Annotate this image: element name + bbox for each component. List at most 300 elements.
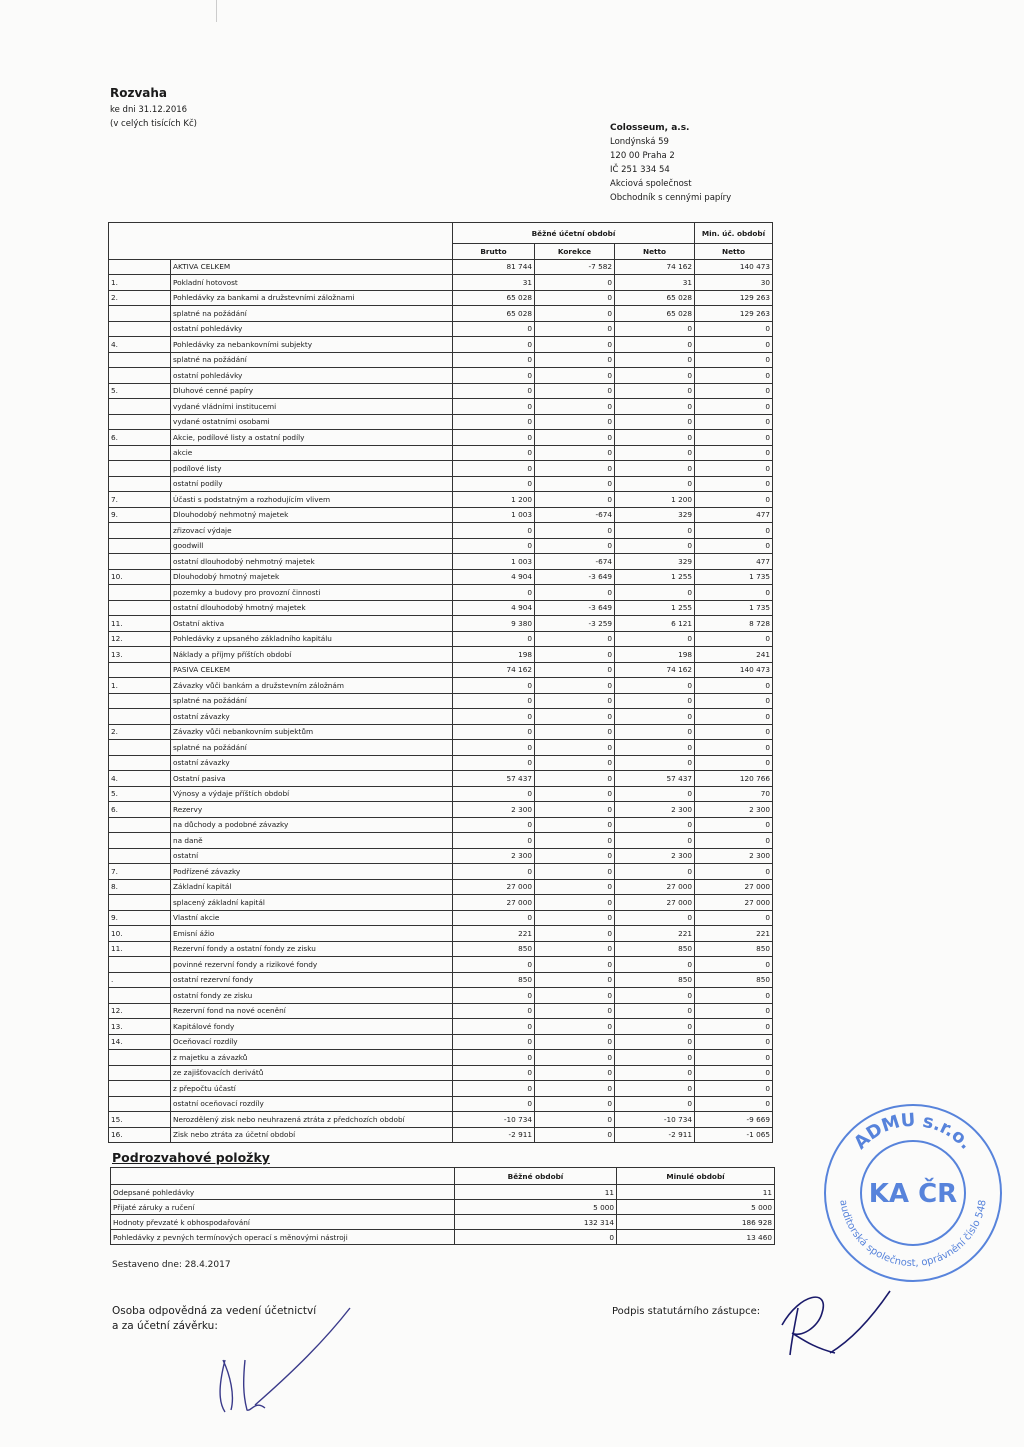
date-line: ke dni 31.12.2016 xyxy=(110,105,188,115)
row-label: zřizovací výdaje xyxy=(171,523,453,539)
row-label: pozemky a budovy pro provozní činnosti xyxy=(171,585,453,601)
row-number: 7. xyxy=(109,864,171,880)
table-row xyxy=(109,600,773,616)
row-number xyxy=(109,523,171,539)
cell-korekce: 0 xyxy=(535,802,615,818)
cell-brutto: -10 734 xyxy=(453,1112,535,1128)
cell-korekce: 0 xyxy=(535,926,615,942)
cell-prev-netto: 850 xyxy=(695,972,773,988)
cell-netto: 0 xyxy=(615,523,695,539)
cell-netto: 0 xyxy=(615,414,695,430)
row-label: ostatní dlouhodobý hmotný majetek xyxy=(171,600,453,616)
cell-korekce: 0 xyxy=(535,306,615,322)
cell-brutto: 0 xyxy=(453,988,535,1004)
cell-prev-netto: 129 263 xyxy=(695,290,773,306)
table-row xyxy=(109,678,773,694)
table-row xyxy=(109,259,773,275)
cell-brutto: 0 xyxy=(453,740,535,756)
cell-korekce: 0 xyxy=(535,476,615,492)
cell-korekce: 0 xyxy=(535,848,615,864)
cell-brutto: 0 xyxy=(453,957,535,973)
row-number: 2. xyxy=(109,290,171,306)
table-row xyxy=(109,476,773,492)
row-label: Pohledávky z upsaného základního kapitálu xyxy=(171,631,453,647)
row-number: 9. xyxy=(109,910,171,926)
row-label: ze zajišťovacích derivátů xyxy=(171,1065,453,1081)
cell-prev-netto: 477 xyxy=(695,554,773,570)
cell-prev-netto: 0 xyxy=(695,1050,773,1066)
table-row xyxy=(109,864,773,880)
cell-netto: 1 255 xyxy=(615,600,695,616)
table-row xyxy=(109,538,773,554)
cell-netto: 2 300 xyxy=(615,802,695,818)
header-previous-period: Min. úč. období xyxy=(695,223,773,244)
cell-brutto: 0 xyxy=(453,755,535,771)
table-row xyxy=(109,275,773,291)
row-label: ostatní podíly xyxy=(171,476,453,492)
row-label: goodwill xyxy=(171,538,453,554)
row-number xyxy=(109,1065,171,1081)
balance-sheet-table xyxy=(108,222,773,1143)
cell-korekce: 0 xyxy=(535,817,615,833)
row-label: akcie xyxy=(171,445,453,461)
table-row xyxy=(109,523,773,539)
table-row xyxy=(109,306,773,322)
header-current-period: Běžné účetní období xyxy=(453,223,695,244)
prepared-date: Sestaveno dne: 28.4.2017 xyxy=(112,1260,231,1270)
ob-previous: 11 xyxy=(617,1185,775,1200)
cell-korekce: -7 582 xyxy=(535,259,615,275)
table-row xyxy=(109,430,773,446)
row-label: Kapitálové fondy xyxy=(171,1019,453,1035)
company-line: Londýnská 59 xyxy=(610,137,669,147)
cell-prev-netto: 0 xyxy=(695,523,773,539)
cell-korekce: 0 xyxy=(535,941,615,957)
stamp-center-text: KA ČR xyxy=(868,1179,958,1209)
cell-brutto: 0 xyxy=(453,910,535,926)
cell-brutto: 81 744 xyxy=(453,259,535,275)
header-brutto: Brutto xyxy=(453,244,535,260)
row-label: Závazky vůči bankám a družstevním záložnám xyxy=(171,678,453,694)
table-row xyxy=(109,569,773,585)
cell-brutto: 0 xyxy=(453,461,535,477)
cell-korekce: 0 xyxy=(535,399,615,415)
cell-netto: 0 xyxy=(615,383,695,399)
cell-netto: 0 xyxy=(615,631,695,647)
cell-brutto: 4 904 xyxy=(453,600,535,616)
table-row xyxy=(109,740,773,756)
stamp-bottom-text: auditorská společnost, oprávnění číslo 548 xyxy=(837,1199,989,1270)
row-label: PASIVA CELKEM xyxy=(171,662,453,678)
cell-prev-netto: 140 473 xyxy=(695,662,773,678)
cell-prev-netto: 0 xyxy=(695,1081,773,1097)
header-korekce: Korekce xyxy=(535,244,615,260)
row-label: Náklady a příjmy příštích období xyxy=(171,647,453,663)
ob-previous: 13 460 xyxy=(617,1230,775,1245)
cell-korekce: 0 xyxy=(535,1003,615,1019)
row-label: Dluhové cenné papíry xyxy=(171,383,453,399)
cell-brutto: -2 911 xyxy=(453,1127,535,1143)
cell-korekce: 0 xyxy=(535,693,615,709)
header-netto: Netto xyxy=(615,244,695,260)
row-number xyxy=(109,693,171,709)
row-number: 1. xyxy=(109,678,171,694)
cell-prev-netto: 0 xyxy=(695,585,773,601)
row-label: Oceňovací rozdíly xyxy=(171,1034,453,1050)
row-label: Dlouhodobý nehmotný majetek xyxy=(171,507,453,523)
cell-prev-netto: 0 xyxy=(695,740,773,756)
cell-brutto: 0 xyxy=(453,430,535,446)
cell-netto: 0 xyxy=(615,538,695,554)
table-row xyxy=(109,957,773,973)
row-label: ostatní oceňovací rozdíly xyxy=(171,1096,453,1112)
row-number xyxy=(109,755,171,771)
cell-prev-netto: 1 735 xyxy=(695,600,773,616)
cell-korekce: 0 xyxy=(535,771,615,787)
header-prev-netto: Netto xyxy=(695,244,773,260)
table-row xyxy=(111,1215,775,1230)
cell-korekce: 0 xyxy=(535,337,615,353)
table-row xyxy=(109,1127,773,1143)
row-number xyxy=(109,445,171,461)
ob-current: 5 000 xyxy=(455,1200,617,1215)
cell-prev-netto: 140 473 xyxy=(695,259,773,275)
ob-current: 132 314 xyxy=(455,1215,617,1230)
cell-prev-netto: 0 xyxy=(695,1096,773,1112)
cell-prev-netto: 0 xyxy=(695,476,773,492)
cell-korekce: -3 259 xyxy=(535,616,615,632)
cell-brutto: 1 003 xyxy=(453,507,535,523)
cell-netto: 1 255 xyxy=(615,569,695,585)
cell-korekce: -674 xyxy=(535,554,615,570)
cell-prev-netto: 2 300 xyxy=(695,802,773,818)
cell-korekce: 0 xyxy=(535,1034,615,1050)
cell-prev-netto: 0 xyxy=(695,1065,773,1081)
row-label: Základní kapitál xyxy=(171,879,453,895)
cell-brutto: 0 xyxy=(453,833,535,849)
row-label: z přepočtu účastí xyxy=(171,1081,453,1097)
cell-netto: -2 911 xyxy=(615,1127,695,1143)
cell-netto: 0 xyxy=(615,1034,695,1050)
row-number: 14. xyxy=(109,1034,171,1050)
responsible-line: Osoba odpovědná za vedení účetnictví xyxy=(112,1305,317,1317)
row-number: 12. xyxy=(109,1003,171,1019)
cell-netto: 0 xyxy=(615,430,695,446)
row-label: Rezervní fond na nové ocenění xyxy=(171,1003,453,1019)
row-number xyxy=(109,848,171,864)
cell-netto: 65 028 xyxy=(615,306,695,322)
row-number xyxy=(109,833,171,849)
row-label: povinné rezervní fondy a rizikové fondy xyxy=(171,957,453,973)
table-row xyxy=(111,1185,775,1200)
table-row xyxy=(109,631,773,647)
cell-prev-netto: 477 xyxy=(695,507,773,523)
row-number: 15. xyxy=(109,1112,171,1128)
row-number: 7. xyxy=(109,492,171,508)
cell-netto: 0 xyxy=(615,1065,695,1081)
cell-netto: 1 200 xyxy=(615,492,695,508)
table-row xyxy=(109,724,773,740)
stamp-top-text: ADMU s.r.o. xyxy=(849,1109,977,1154)
row-number: 4. xyxy=(109,771,171,787)
cell-netto: 0 xyxy=(615,585,695,601)
cell-netto: 0 xyxy=(615,399,695,415)
cell-prev-netto: 0 xyxy=(695,461,773,477)
row-number xyxy=(109,368,171,384)
cell-korekce: 0 xyxy=(535,523,615,539)
cell-brutto: 0 xyxy=(453,538,535,554)
cell-brutto: 0 xyxy=(453,631,535,647)
cell-korekce: -3 649 xyxy=(535,600,615,616)
cell-brutto: 850 xyxy=(453,972,535,988)
row-label: Rezervní fondy a ostatní fondy ze zisku xyxy=(171,941,453,957)
table-row xyxy=(111,1200,775,1215)
table-row xyxy=(109,988,773,1004)
cell-netto: 0 xyxy=(615,1003,695,1019)
table-row xyxy=(109,414,773,430)
table-row xyxy=(109,492,773,508)
table-row xyxy=(109,848,773,864)
cell-brutto: 198 xyxy=(453,647,535,663)
cell-netto: 74 162 xyxy=(615,662,695,678)
cell-korekce: 0 xyxy=(535,368,615,384)
cell-brutto: 1 003 xyxy=(453,554,535,570)
row-label: Emisní ážio xyxy=(171,926,453,942)
cell-korekce: 0 xyxy=(535,957,615,973)
row-label: vydané vládními institucemi xyxy=(171,399,453,415)
row-label: splatné na požádání xyxy=(171,352,453,368)
cell-prev-netto: 0 xyxy=(695,337,773,353)
cell-brutto: 0 xyxy=(453,693,535,709)
header-empty xyxy=(109,223,453,260)
table-row xyxy=(109,1050,773,1066)
cell-korekce: 0 xyxy=(535,879,615,895)
company-line: Akciová společnost xyxy=(610,179,692,189)
row-number xyxy=(109,554,171,570)
row-number: . xyxy=(109,972,171,988)
cell-prev-netto: 0 xyxy=(695,414,773,430)
ob-label: Odepsané pohledávky xyxy=(111,1185,455,1200)
cell-netto: -10 734 xyxy=(615,1112,695,1128)
cell-korekce: 0 xyxy=(535,585,615,601)
row-label: splatné na požádání xyxy=(171,306,453,322)
cell-prev-netto: 0 xyxy=(695,631,773,647)
cell-brutto: 0 xyxy=(453,399,535,415)
ob-current: 11 xyxy=(455,1185,617,1200)
cell-prev-netto: 850 xyxy=(695,941,773,957)
row-label: Vlastní akcie xyxy=(171,910,453,926)
row-label: ostatní dlouhodobý nehmotný majetek xyxy=(171,554,453,570)
table-row xyxy=(109,910,773,926)
cell-netto: 0 xyxy=(615,755,695,771)
row-number: 10. xyxy=(109,926,171,942)
cell-netto: 198 xyxy=(615,647,695,663)
cell-netto: 221 xyxy=(615,926,695,942)
row-label: ostatní xyxy=(171,848,453,864)
cell-prev-netto: 0 xyxy=(695,755,773,771)
row-label: Akcie, podílové listy a ostatní podíly xyxy=(171,430,453,446)
row-label: Ostatní aktiva xyxy=(171,616,453,632)
cell-brutto: 0 xyxy=(453,352,535,368)
cell-brutto: 0 xyxy=(453,1003,535,1019)
row-number: 10. xyxy=(109,569,171,585)
row-number xyxy=(109,259,171,275)
cell-prev-netto: 0 xyxy=(695,693,773,709)
cell-brutto: 850 xyxy=(453,941,535,957)
row-number: 2. xyxy=(109,724,171,740)
table-row xyxy=(109,693,773,709)
row-label: vydané ostatními osobami xyxy=(171,414,453,430)
cell-korekce: 0 xyxy=(535,352,615,368)
row-number xyxy=(109,600,171,616)
row-number xyxy=(109,988,171,1004)
ob-label: Přijaté záruky a ručení xyxy=(111,1200,455,1215)
cell-korekce: 0 xyxy=(535,1019,615,1035)
row-label: na daně xyxy=(171,833,453,849)
scan-artifact xyxy=(216,0,217,22)
cell-prev-netto: 221 xyxy=(695,926,773,942)
cell-prev-netto: 0 xyxy=(695,988,773,1004)
cell-prev-netto: 0 xyxy=(695,445,773,461)
cell-netto: 329 xyxy=(615,554,695,570)
table-row xyxy=(109,1003,773,1019)
cell-korekce: 0 xyxy=(535,1112,615,1128)
row-label: Zisk nebo ztráta za účetní období xyxy=(171,1127,453,1143)
cell-prev-netto: 2 300 xyxy=(695,848,773,864)
cell-korekce: 0 xyxy=(535,864,615,880)
row-label: Výnosy a výdaje příštích období xyxy=(171,786,453,802)
row-label: ostatní závazky xyxy=(171,709,453,725)
cell-netto: 31 xyxy=(615,275,695,291)
cell-korekce: 0 xyxy=(535,1065,615,1081)
row-label: AKTIVA CELKEM xyxy=(171,259,453,275)
row-number: 13. xyxy=(109,647,171,663)
row-number xyxy=(109,461,171,477)
row-label: splatné na požádání xyxy=(171,693,453,709)
row-label: z majetku a závazků xyxy=(171,1050,453,1066)
table-row xyxy=(109,321,773,337)
ob-header-previous: Minulé období xyxy=(617,1168,775,1185)
table-row xyxy=(109,368,773,384)
row-number: 6. xyxy=(109,802,171,818)
cell-netto: 57 437 xyxy=(615,771,695,787)
cell-prev-netto: 0 xyxy=(695,492,773,508)
table-row xyxy=(109,662,773,678)
row-number xyxy=(109,1096,171,1112)
cell-brutto: 221 xyxy=(453,926,535,942)
cell-netto: 27 000 xyxy=(615,879,695,895)
cell-korekce: 0 xyxy=(535,1096,615,1112)
company-block xyxy=(610,121,731,205)
cell-korekce: 0 xyxy=(535,678,615,694)
cell-brutto: 0 xyxy=(453,1019,535,1035)
cell-prev-netto: 1 735 xyxy=(695,569,773,585)
cell-brutto: 0 xyxy=(453,678,535,694)
auditor-stamp xyxy=(818,1098,1008,1288)
cell-korekce: 0 xyxy=(535,1127,615,1143)
ob-header-current: Běžné období xyxy=(455,1168,617,1185)
table-row xyxy=(109,647,773,663)
row-number: 9. xyxy=(109,507,171,523)
cell-brutto: 27 000 xyxy=(453,895,535,911)
cell-prev-netto: 30 xyxy=(695,275,773,291)
cell-brutto: 0 xyxy=(453,476,535,492)
cell-netto: 0 xyxy=(615,740,695,756)
cell-brutto: 2 300 xyxy=(453,848,535,864)
table-row xyxy=(109,817,773,833)
cell-netto: 0 xyxy=(615,1096,695,1112)
table-row xyxy=(109,755,773,771)
cell-prev-netto: 0 xyxy=(695,321,773,337)
cell-prev-netto: 0 xyxy=(695,833,773,849)
ob-current: 0 xyxy=(455,1230,617,1245)
cell-brutto: 0 xyxy=(453,1081,535,1097)
cell-brutto: 27 000 xyxy=(453,879,535,895)
row-label: splacený základní kapitál xyxy=(171,895,453,911)
cell-netto: 0 xyxy=(615,352,695,368)
cell-netto: 74 162 xyxy=(615,259,695,275)
cell-prev-netto: 0 xyxy=(695,957,773,973)
table-row xyxy=(109,616,773,632)
table-row xyxy=(109,786,773,802)
row-number xyxy=(109,476,171,492)
row-label: ostatní rezervní fondy xyxy=(171,972,453,988)
cell-brutto: 0 xyxy=(453,585,535,601)
row-number: 13. xyxy=(109,1019,171,1035)
cell-netto: 0 xyxy=(615,786,695,802)
table-row xyxy=(109,445,773,461)
row-label: Rezervy xyxy=(171,802,453,818)
cell-netto: 0 xyxy=(615,321,695,337)
cell-brutto: 0 xyxy=(453,368,535,384)
cell-korekce: 0 xyxy=(535,786,615,802)
row-number xyxy=(109,817,171,833)
row-number xyxy=(109,957,171,973)
cell-korekce: 0 xyxy=(535,275,615,291)
table-row xyxy=(109,709,773,725)
row-number: 4. xyxy=(109,337,171,353)
document-title: Rozvaha xyxy=(110,86,168,100)
row-label: Dlouhodobý hmotný majetek xyxy=(171,569,453,585)
cell-netto: 0 xyxy=(615,724,695,740)
cell-korekce: 0 xyxy=(535,910,615,926)
cell-netto: 0 xyxy=(615,957,695,973)
row-label: Podřízené závazky xyxy=(171,864,453,880)
cell-prev-netto: -9 669 xyxy=(695,1112,773,1128)
cell-korekce: 0 xyxy=(535,321,615,337)
cell-netto: 0 xyxy=(615,864,695,880)
off-balance-title: Podrozvahové položky xyxy=(112,1150,270,1165)
cell-prev-netto: 0 xyxy=(695,817,773,833)
row-label: ostatní závazky xyxy=(171,755,453,771)
table-row xyxy=(109,290,773,306)
table-row xyxy=(109,1034,773,1050)
row-label: Nerozdělený zisk nebo neuhrazená ztráta z předchozích období xyxy=(171,1112,453,1128)
cell-korekce: 0 xyxy=(535,430,615,446)
cell-netto: 0 xyxy=(615,476,695,492)
row-number xyxy=(109,538,171,554)
cell-netto: 0 xyxy=(615,368,695,384)
cell-brutto: 0 xyxy=(453,1096,535,1112)
cell-prev-netto: 129 263 xyxy=(695,306,773,322)
cell-brutto: 0 xyxy=(453,383,535,399)
company-line: Obchodník s cennými papíry xyxy=(610,193,732,203)
cell-korekce: 0 xyxy=(535,724,615,740)
table-row xyxy=(111,1230,775,1245)
cell-korekce: 0 xyxy=(535,492,615,508)
table-row xyxy=(109,1081,773,1097)
table-row xyxy=(109,926,773,942)
